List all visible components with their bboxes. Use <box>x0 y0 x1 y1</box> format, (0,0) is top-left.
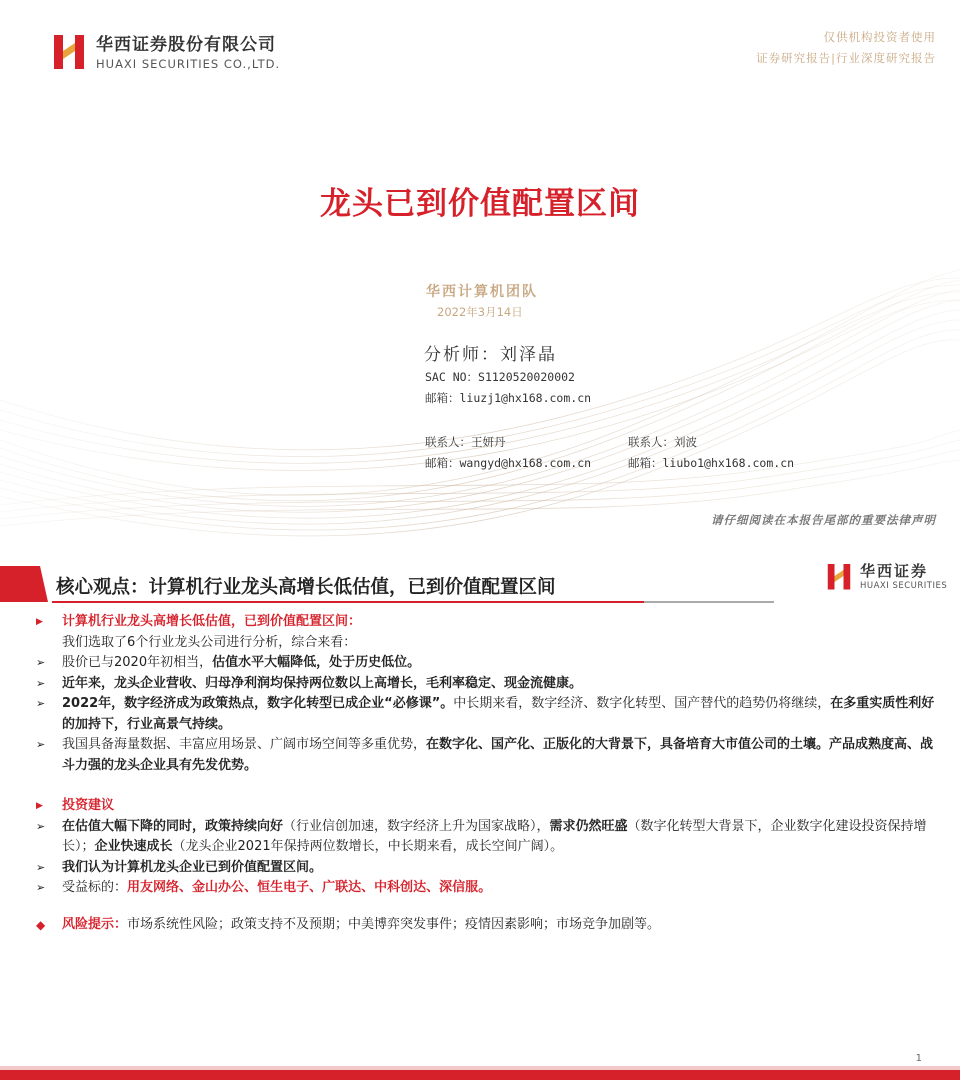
report-type <box>756 27 936 69</box>
report-title: 龙头已到价值配置区间 <box>320 186 640 222</box>
point-advantages: ➢ 我国具备海量数据、丰富应用场景、广阔市场空间等多重优势，在数字化、国产化、正版化的大背景下，具备培育大市值公司的土壤。产品成熟度高、战斗力强的龙头企业具有先发优势。 <box>36 737 934 773</box>
arrow-bullet-icon: ➢ <box>36 656 46 669</box>
arrow-bullet-icon: ➢ <box>36 697 46 710</box>
point-conclusion: ➢ 我们认为计算机龙头企业已到价值配置区间。 <box>36 858 936 879</box>
stock-0: 用友网络 <box>127 880 180 895</box>
arrow-bullet-icon: ➢ <box>36 819 46 833</box>
audience-note: 仅供机构投资者使用 <box>823 30 936 44</box>
company-logo <box>52 30 280 71</box>
team-name: 华西计算机团队 <box>426 284 538 300</box>
stock-3: 广联达 <box>322 880 362 895</box>
stock-4: 中科创达 <box>374 880 427 895</box>
sac-number: SAC NO：S1120520020002 <box>425 370 575 384</box>
analyst-email: 邮箱：liuzj1@hx168.com.cn <box>425 391 592 405</box>
arrow-bullet-icon: ➢ <box>36 881 46 894</box>
logo-name-cn: 华西证券 <box>860 562 929 580</box>
section-heading-2: ▶ 投资建议 <box>36 796 936 817</box>
huaxi-logo-icon <box>52 31 86 71</box>
diamond-bullet-icon: ◆ <box>36 917 46 932</box>
header-underline <box>52 601 774 603</box>
triangle-bullet-icon: ▶ <box>36 617 43 627</box>
section-intro: 我们选取了6个行业龙头公司进行分析，综合来看： <box>62 634 357 650</box>
page-number: 1 <box>915 1053 922 1064</box>
legal-disclaimer: 请仔细阅读在本报告尾部的重要法律声明 <box>711 513 936 527</box>
point-valuation: ➢ 股价已与2020年初相当，估值水平大幅降低，处于历史低位。 <box>36 653 936 674</box>
triangle-bullet-icon: ▶ <box>36 801 43 811</box>
point-investment: ➢ 在估值大幅下降的同时，政策持续向好（行业信创加速，数字经济上升为国家战略），需求仍然旺盛（数字化转型大背景下，企业数字化建设投资保持增长）；企业快速成长（龙头企业2021年保持两位数增长，中长期来看，成长空间广阔）。 <box>36 818 927 854</box>
point-growth: ➢ 近年来，龙头企业营收、归母净利润均保持两位数以上高增长，毛利率稳定、现金流健康。 <box>36 674 936 695</box>
arrow-bullet-icon: ➢ <box>36 860 46 874</box>
point-digital-economy: ➢ 2022年，数字经济成为政策热点，数字化转型已成企业“必修课”。中长期来看，数字经济、数字化转型、国产替代的趋势仍将继续，在多重实质性利好的加持下，行业高景气持续。 <box>36 696 935 732</box>
stock-5: 深信服 <box>439 880 479 895</box>
arrow-bullet-icon: ➢ <box>36 676 46 690</box>
analyst-name: 分析师：刘泽晶 <box>424 345 557 365</box>
header-accent-band <box>0 566 48 602</box>
huaxi-logo-icon <box>826 561 852 591</box>
contact-1-email: 邮箱：wangyd@hx168.com.cn <box>425 456 592 470</box>
content-logo <box>826 560 947 591</box>
arrow-bullet-icon: ➢ <box>36 738 46 751</box>
report-category: 证券研究报告|行业深度研究报告 <box>756 51 936 65</box>
content-slide <box>0 540 960 1080</box>
contact-2-name: 联系人：刘波 <box>628 435 697 449</box>
company-name-en: HUAXI SECURITIES CO.,LTD. <box>96 57 281 71</box>
stock-2: 恒生电子 <box>257 880 310 895</box>
section-heading-1: ▶ 计算机行业龙头高增长低估值，已到价值配置区间： <box>36 612 936 633</box>
risk-warning: ◆ 风险提示：市场系统性风险；政策支持不及预期；中美博弈突发事件；疫情因素影响；市场竞争加剧等。 <box>36 915 936 936</box>
section-header-title: 核心观点：计算机行业龙头高增长低估值，已到价值配置区间 <box>56 577 556 598</box>
point-beneficiaries: ➢ 受益标的：用友网络、金山办公、恒生电子、广联达、中科创达、深信服。 <box>36 878 936 899</box>
footer-band <box>0 1070 960 1080</box>
contact-1-name: 联系人：王妍丹 <box>425 435 506 449</box>
logo-name-en: HUAXI SECURITIES <box>860 581 948 591</box>
contact-2-email: 邮箱：liubo1@hx168.com.cn <box>628 456 795 470</box>
stock-1: 金山办公 <box>192 880 245 895</box>
company-name-cn: 华西证券股份有限公司 <box>96 35 276 55</box>
core-views-body <box>36 612 936 935</box>
report-date: 2022年3月14日 <box>437 305 523 319</box>
